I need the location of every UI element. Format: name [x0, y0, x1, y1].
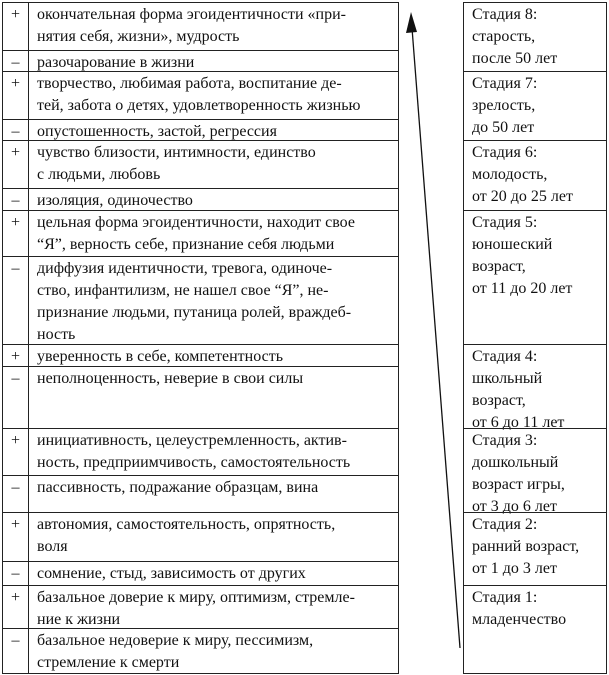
stage-2-box: Стадия 2: ранний возраст, от 1 до 3 лет: [463, 512, 607, 586]
positive-text: автономия, самостоятельность, опрятность, воля: [37, 516, 336, 555]
minus-sign: –: [3, 120, 29, 140]
positive-text: инициативность, целеустремленность, актив- ность, предприимчивость, самостоятельность: [37, 432, 351, 471]
negative-text: опустошенность, застой, регрессия: [37, 123, 277, 140]
minus-sign: –: [3, 629, 29, 673]
plus-sign: +: [3, 345, 29, 366]
plus-sign: +: [3, 141, 29, 188]
minus-sign: –: [3, 367, 29, 428]
negative-text: сомнение, стыд, зависимость от других: [37, 565, 306, 582]
stage-6-box: Стадия 6: молодость, от 20 до 25 лет: [463, 140, 607, 211]
stage-5-box: Стадия 5: юношеский возраст, от 11 до 20 лет: [463, 210, 607, 345]
stage-4-box: Стадия 4: школьный возраст, от 6 до 11 лет: [463, 344, 607, 429]
stage-3-box: Стадия 3: дошкольный возраст игры, от 3 до 6 лет: [463, 428, 607, 513]
stage-8-box: Стадия 8: старость, после 50 лет: [463, 2, 607, 72]
minus-sign: –: [3, 562, 29, 585]
negative-text: пассивность, подражание образцам, вина: [37, 479, 319, 496]
minus-sign: –: [3, 189, 29, 210]
stage-7-box: Стадия 7: зрелость, до 50 лет: [463, 71, 607, 141]
negative-text: разочарование в жизни: [37, 54, 195, 71]
positive-text: окончательная форма эгоидентичности «при- нятия себя, жизни», мудрость: [37, 6, 346, 45]
negative-text: неполноценность, неверие в свои силы: [37, 370, 304, 387]
negative-text: изоляция, одиночество: [37, 192, 193, 209]
plus-sign: +: [3, 3, 29, 50]
positive-text: цельная форма эгоидентичности, находит свое “Я”, верность себе, признание себя людьми: [37, 214, 355, 253]
positive-text: уверенность в себе, компетентность: [37, 348, 284, 365]
stage-1-box: Стадия 1: младенчество: [463, 585, 607, 674]
minus-sign: –: [3, 476, 29, 512]
plus-sign: +: [3, 72, 29, 119]
plus-sign: +: [3, 586, 29, 628]
plus-sign: +: [3, 429, 29, 475]
plus-sign: +: [3, 513, 29, 561]
minus-sign: –: [3, 51, 29, 71]
positive-text: творчество, любимая работа, воспитание де- тей, забота о детях, удовлетворенность жизнью: [37, 75, 361, 114]
minus-sign: –: [3, 257, 29, 344]
plus-sign: +: [3, 211, 29, 256]
negative-text: диффузия идентичности, тревога, одиноче- ство, инфантилизм, не нашел свое “Я”, не- признание людьми, путаница ролей, враждеб- ность: [37, 260, 352, 343]
negative-text: базальное недоверие к миру, пессимизм, стремление к смерти: [37, 632, 314, 671]
positive-text: базальное доверие к миру, оптимизм, стремле- ние к жизни: [37, 589, 355, 628]
positive-text: чувство близости, интимности, единство с людьми, любовь: [37, 144, 316, 183]
